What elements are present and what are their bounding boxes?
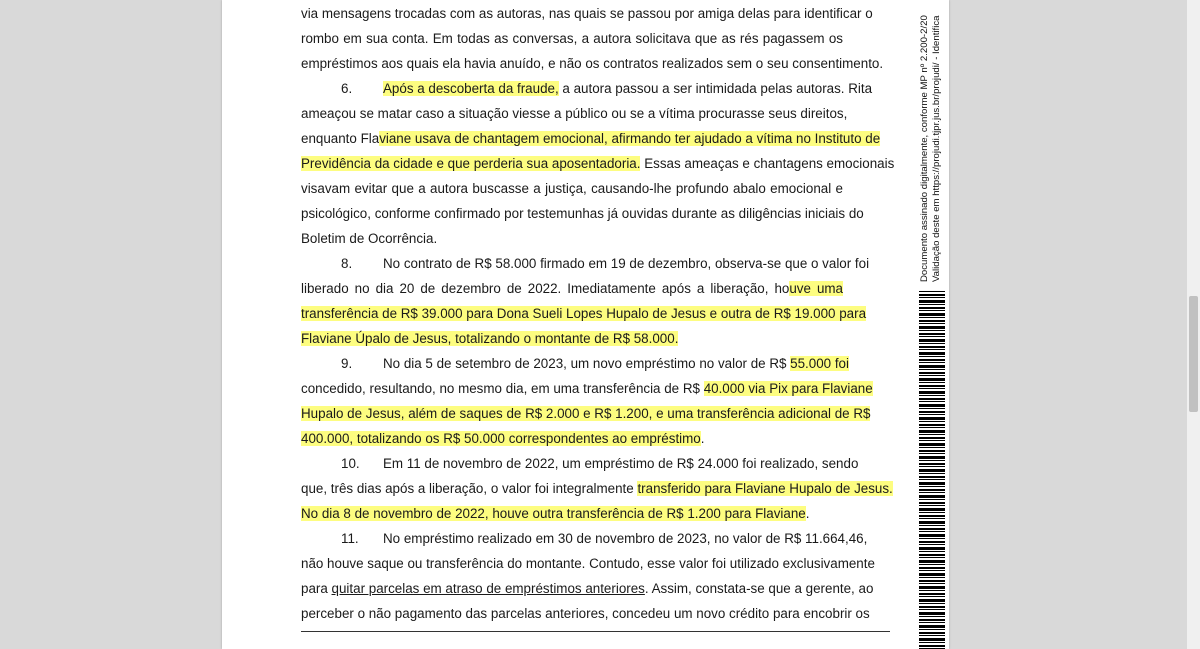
highlighted-text: 40.000 via Pix para Flaviane [703,381,873,396]
document-page [222,0,949,649]
text-line [301,428,843,450]
text-line [301,128,881,150]
text-segment: Em 11 de novembro de 2022, um empréstimo de R$ 24.000 foi realizado, sendo [383,456,859,471]
text-line [301,203,864,225]
text-line [301,503,843,525]
paragraph-number: 11. [341,531,359,546]
text-line [301,253,870,275]
text-segment: liberado no dia 20 de dezembro de 2022. Imediatamente após a liberação, ho [301,281,790,296]
highlighted-text: 400.000, totalizando os R$ 50.000 correspondentes ao empréstimo [301,431,701,446]
text-line [301,553,875,575]
text-segment: empréstimos aos quais ela havia anuído, e não os contratos realizados sem o seu consentimento. [301,56,884,71]
highlighted-text: 55.000 foi [790,356,849,371]
text-segment: não houve saque ou transferência do montante. Contudo, esse valor foi utilizado exclusivamente [301,556,875,571]
text-line [301,578,874,600]
text-line [301,78,873,100]
highlighted-text: transferência de R$ 39.000 para Dona Sueli Lopes Hupalo de Jesus e outra de R$ 19.000 para [301,306,867,321]
text-segment: No contrato de R$ 58.000 firmado em 19 de dezembro, observa-se que o valor foi [383,256,870,271]
text-line [301,328,843,350]
text-segment: ameaçou se matar caso a situação viesse a público ou se a vítima procurasse seus direitos, [301,106,848,121]
text-line [301,53,884,75]
text-line [301,178,843,200]
text-line [301,28,843,50]
text-segment: Boletim de Ocorrência. [301,231,438,246]
text-segment: . [700,431,705,446]
text-line [301,603,870,625]
text-segment: a autora passou a ser intimidada pelas autoras. Rita [558,81,873,96]
paragraph-number: 6. [341,81,353,96]
text-line [301,153,895,175]
underlined-text: quitar parcelas em atraso de empréstimos anteriores [331,581,645,596]
digital-signature-stamp [919,0,945,282]
stamp-line-2: Validação deste em https://projudi.tjpr.jus.br/projudi/ - Identifica [931,15,942,282]
text-segment: visavam evitar que a autora buscasse a justiça, causando-lhe profundo abalo emocional e [301,181,843,196]
text-segment: psicológico, conforme confirmado por testemunhas já ouvidas durante as diligências iniciais do [301,206,864,221]
barcode-image [919,291,945,649]
text-segment: para [301,581,332,596]
vertical-scrollbar[interactable] [1187,0,1200,649]
paragraph-number: 8. [341,256,353,271]
text-line [301,403,871,425]
text-segment: rombo em sua conta. Em todas as conversas, a autora solicitava que as rés pagassem os [301,31,843,46]
stamp-line-1: Documento assinado digitalmente, conforme MP nº 2.200-2/20 [919,15,930,282]
highlighted-text: uve uma [789,281,843,296]
text-line [301,453,859,475]
text-line [301,528,868,550]
text-line [301,303,867,325]
text-segment: . [805,506,810,521]
highlighted-text: Após a descoberta da fraude, [383,81,559,96]
highlighted-text: viane usava de chantagem emocional, afirmando ter ajudado a vítima no Instituto de [379,131,881,146]
text-segment: concedido, resultando, no mesmo dia, em uma transferência de R$ [301,381,704,396]
text-line [301,228,843,250]
footer-rule [301,631,890,632]
highlighted-text: Flaviane Úpalo de Jesus, totalizando o montante de R$ 58.000. [301,331,679,346]
text-line [301,378,873,400]
text-segment: perceber o não pagamento das parcelas anteriores, concedeu um novo crédito para encobrir os [301,606,870,621]
highlighted-text: No dia 8 de novembro de 2022, houve outra transferência de R$ 1.200 para Flaviane [301,506,806,521]
text-segment: No empréstimo realizado em 30 de novembro de 2023, no valor de R$ 11.664,46, [383,531,868,546]
text-segment: via mensagens trocadas com as autoras, nas quais se passou por amiga delas para identificar o [301,6,873,21]
text-line [301,353,849,375]
highlighted-text: Previdência da cidade e que perderia sua aposentadoria. [301,156,641,171]
paragraph-number: 10. [341,456,360,471]
scrollbar-thumb[interactable] [1189,296,1198,412]
text-segment: . Assim, constata-se que a gerente, ao [644,581,874,596]
highlighted-text: Hupalo de Jesus, além de saques de R$ 2.000 e R$ 1.200, e uma transferência adicional de R$ [301,406,871,421]
text-segment: No dia 5 de setembro de 2023, um novo empréstimo no valor de R$ [383,356,791,371]
text-segment: Essas ameaças e chantagens emocionais [640,156,895,171]
highlighted-text: transferido para Flaviane Hupalo de Jesus. [637,481,893,496]
text-line [301,103,848,125]
text-segment: que, três dias após a liberação, o valor foi integralmente [301,481,638,496]
text-line [301,478,893,500]
paragraph-number: 9. [341,356,353,371]
text-line [301,3,873,25]
text-segment: enquanto Fla [301,131,380,146]
text-line [301,278,843,300]
